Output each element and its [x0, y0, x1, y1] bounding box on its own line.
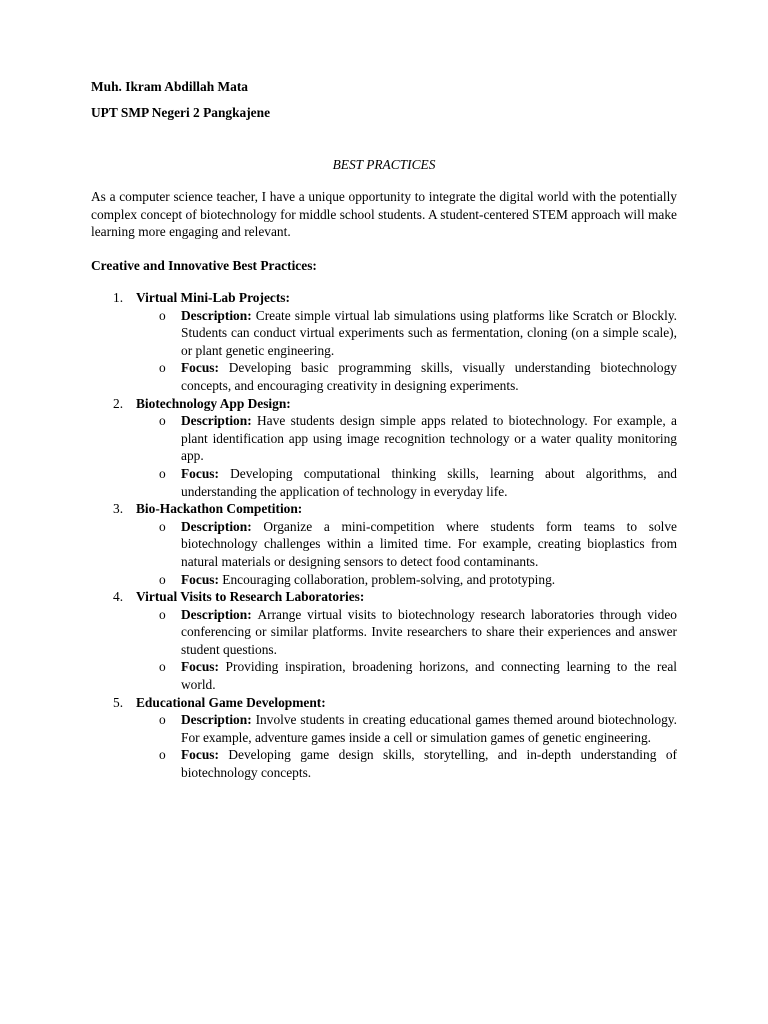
description-text: Create simple virtual lab simulations using platforms like Scratch or Blockly. Students can conduct virtual experiments such as fermentation, cloning (on a simple scale), or plant genetic engineering. — [181, 307, 677, 358]
list-item — [91, 289, 677, 395]
intro-paragraph: As a computer science teacher, I have a unique opportunity to integrate the digital world with the potentially complex concept of biotechnology for middle school students. A student-centered STEM approach will make learning more engaging and relevant. — [91, 189, 677, 240]
focus-label: Focus: — [181, 465, 231, 481]
focus-label: Focus: — [181, 571, 223, 587]
description-entry — [91, 711, 677, 746]
focus-entry — [91, 746, 677, 781]
bullet-icon: o — [159, 606, 166, 622]
list-item-number: 4. — [113, 589, 124, 605]
list-item-title: Educational Game Development: — [136, 694, 326, 710]
focus-entry — [91, 571, 677, 589]
list-item-heading — [91, 588, 677, 606]
bullet-icon: o — [159, 307, 166, 323]
practices-list — [91, 289, 677, 782]
list-item-title: Biotechnology App Design: — [136, 395, 291, 411]
focus-text: Developing game design skills, storytelling, and in-depth understanding of biotechnology concepts. — [181, 747, 677, 781]
list-item-heading — [91, 395, 677, 413]
focus-text: Developing computational thinking skills, learning about algorithms, and understanding the application of technology in everyday life. — [181, 465, 677, 499]
description-entry — [91, 412, 677, 465]
list-item-heading — [91, 694, 677, 712]
list-item-title: Virtual Visits to Research Laboratories: — [136, 589, 365, 605]
bullet-icon: o — [159, 712, 166, 728]
bullet-icon: o — [159, 747, 166, 763]
list-item — [91, 588, 677, 694]
bullet-icon: o — [159, 413, 166, 429]
description-entry — [91, 307, 677, 360]
description-label: Description: — [181, 307, 256, 323]
author-name: Muh. Ikram Abdillah Mata — [91, 79, 248, 94]
description-label: Description: — [181, 712, 256, 728]
description-text: Involve students in creating educational games themed around biotechnology. For example, adventure games inside a cell or simulation games of genetic engineering. — [181, 712, 677, 745]
description-entry — [91, 518, 677, 571]
bullet-icon: o — [159, 465, 166, 481]
bullet-icon: o — [159, 360, 166, 376]
description-text: Organize a mini-competition where students form teams to solve biotechnology challenges within a limited time. For example, creating bioplastics from natural materials or designing sensors to detect food contaminants. — [181, 518, 678, 569]
list-item-title: Bio-Hackathon Competition: — [136, 501, 303, 517]
focus-entry — [91, 465, 677, 500]
description-label: Description: — [181, 413, 258, 429]
focus-entry — [91, 658, 677, 693]
list-item-number: 2. — [113, 395, 124, 411]
list-item-number: 5. — [113, 694, 124, 710]
section-heading: Creative and Innovative Best Practices: — [91, 258, 317, 273]
focus-entry — [91, 359, 677, 394]
description-entry — [91, 606, 677, 659]
description-text: Arrange virtual visits to biotechnology research laboratories through video conferencing or similar platforms. Invite researchers to share their experiences and answer student questions. — [181, 606, 677, 657]
description-label: Description: — [181, 518, 264, 534]
bullet-icon: o — [159, 659, 166, 675]
focus-text: Providing inspiration, broadening horizons, and connecting learning to the real world. — [181, 659, 677, 693]
list-item-title: Virtual Mini-Lab Projects: — [136, 290, 290, 305]
bullet-icon: o — [159, 571, 166, 587]
list-item-number: 1. — [113, 290, 124, 305]
focus-label: Focus: — [181, 360, 229, 376]
list-item — [91, 500, 677, 588]
focus-text: Developing basic programming skills, visually understanding biotechnology concepts, and encouraging creativity in designing experiments. — [181, 360, 677, 393]
school-name: UPT SMP Negeri 2 Pangkajene — [91, 105, 271, 120]
description-label: Description: — [181, 606, 258, 622]
bullet-icon: o — [159, 518, 166, 534]
document-title: BEST PRACTICES — [332, 157, 436, 172]
focus-label: Focus: — [181, 659, 226, 675]
focus-text: Encouraging collaboration, problem-solving, and prototyping. — [222, 571, 556, 587]
focus-label: Focus: — [181, 747, 229, 763]
list-item-heading — [91, 289, 677, 307]
list-item — [91, 694, 677, 782]
description-text: Have students design simple apps related to biotechnology. For example, a plant identification app using image recognition technology or a water quality monitoring app. — [181, 413, 677, 464]
list-item-heading — [91, 500, 677, 518]
list-item-number: 3. — [113, 501, 124, 517]
list-item — [91, 395, 677, 501]
